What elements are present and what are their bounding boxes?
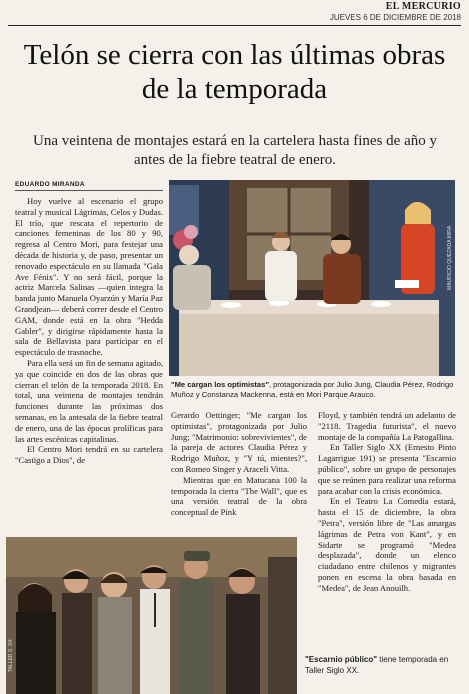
issue-date: JUEVES 6 DE DICIEMBRE DE 2018: [329, 13, 461, 22]
paragraph: Gerardo Oettinger; "Me cargan los optimistas", protagonizada por Julio Jung; "Matrimonio: sobrevivientes", de la pareja de actores Claudia Pérez y Rodrigo Muñoz, y "Y tú, mientes?", con Romeo Singer y Araceli Vitta.: [171, 410, 307, 474]
caption-title: "Escarnio público": [305, 655, 378, 664]
masthead-rule: [8, 25, 461, 26]
photo-credit: MAURICIO QUEZADA MIRA: [447, 225, 453, 290]
paragraph: El Centro Mori tendrá en su cartelera "Castigo a Dios", de: [15, 444, 163, 466]
caption-text: tiene temporada en Taller Siglo XX.: [305, 655, 449, 675]
photo-caption: [171, 380, 455, 400]
article-column-3: [318, 410, 456, 594]
photo-caption: [305, 655, 455, 676]
stage-photo: [169, 180, 455, 376]
headline: Telón se cierra con las últimas obras de la temporada: [23, 39, 446, 105]
stage-photo-illustration: [169, 180, 455, 376]
cast-photo: [6, 537, 297, 694]
publication-name: EL MERCURIO: [385, 1, 461, 12]
paragraph: Mientras que en Matucana 100 la temporada la cierra "The Wall", que es una versión teatral de la obra conceptual de Pink: [171, 474, 307, 518]
article-column-2: [171, 410, 307, 518]
caption-title: "Me cargan los optimistas": [171, 380, 269, 389]
cast-photo-illustration: [6, 537, 297, 694]
subheadline: Una veintena de montajes estará en la cartelera hasta fines de año y antes de la fiebre teatral de enero.: [33, 133, 437, 168]
caption-text: , protagonizada por Julio Jung, Claudia Pérez, Rodrigo Muñoz y Constanza Mackenna, está en Mori Parque Arauco.: [171, 380, 454, 399]
paragraph: En Taller Siglo XX (Ernesto Pinto Lagarrigue 191) se presenta "Escarnio público", sobre un grupo de personajes que se reúnen para realizar una reforma para acabar con la crisis económica.: [318, 442, 456, 496]
byline: EDUARDO MIRANDA: [15, 181, 85, 188]
byline-rule: [15, 190, 163, 191]
paragraph: Floyd, y también tendrá un adelanto de "2118. Tragedia futurista", el nuevo montaje de la compañía La Patogallina.: [318, 410, 456, 442]
paragraph: Para ella será un fin de semana agitado, ya que coincide en dos de las obras que cierran el telón de la temporada 2018. En total, una veintena de montajes tendrán funciones durante las próximas dos semanas, en la antesala de la fiebre teatral de enero, una de las épocas prolíficas para las artes escénicas capitalinas.: [15, 357, 164, 444]
masthead: [0, 0, 469, 28]
photo-credit: TALLER S. XX: [8, 639, 14, 672]
paragraph: Hoy vuelve al escenario el grupo teatral y musical Lágrimas, Celos y Dudas. El trío, que rescata el repertorio de canciones femeninas de los 80 y 90, regresa al Centro Mori, para festejar una década de historia y, de paso, presentar un renovado espectáculo en su llamada "Gala Ave Fénix". Y no será fácil, porque la actriz Marcela Salinas —quien integra la banda junto Manuela Oyarzún y María Paz Grandjean— deberá correr desde el Centro GAM, donde está en la obra "Hedda Gabler", y dirigirse rápidamente hasta la sala de Bellavista para participar en el espectáculo de trasnoche.: [15, 196, 163, 358]
paragraph: En el Teatro La Comedia estará, hasta el 15 de diciembre, la obra "Petra", versión libre de "Las amargas lágrimas de Petra von Kant", y en Sidarte se programó "Medea desplazada", donde un elenco ciudadano entre chilenos y migrantes ponen en escena la obra basada en "Medea", de Jean Anouilh.: [318, 496, 456, 593]
article-column-1: [15, 196, 163, 466]
